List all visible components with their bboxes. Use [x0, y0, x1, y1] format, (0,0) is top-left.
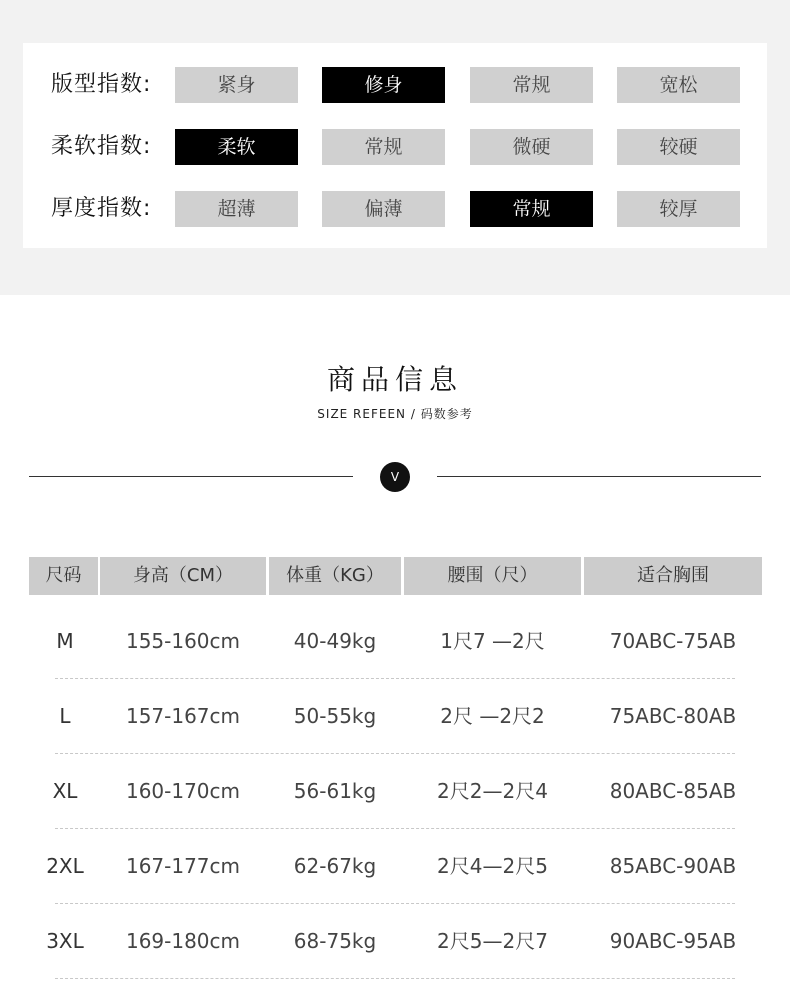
divider-right — [437, 476, 761, 477]
fit-option-loose: 宽松 — [617, 67, 740, 103]
table-row — [0, 829, 790, 904]
table-row — [0, 604, 790, 679]
cell-height: 155-160cm — [125, 629, 241, 653]
softness-index-row — [23, 129, 767, 165]
softness-option-regular: 常规 — [322, 129, 445, 165]
cell-waist: 2尺5—2尺7 — [437, 929, 548, 953]
header-weight: 体重（KG） — [269, 557, 401, 595]
cell-size: 2XL — [46, 854, 84, 878]
cell-chest: 80ABC-85AB — [609, 779, 737, 803]
softness-option-soft-selected: 柔软 — [175, 129, 298, 165]
thickness-option-thick: 较厚 — [617, 191, 740, 227]
table-row — [0, 754, 790, 829]
thickness-option-ultra-thin: 超薄 — [175, 191, 298, 227]
cell-waist: 1尺7 —2尺 — [440, 629, 545, 653]
fit-option-slim-selected: 修身 — [322, 67, 445, 103]
cell-height: 157-167cm — [125, 704, 241, 728]
cell-chest: 70ABC-75AB — [609, 629, 737, 653]
table-row — [0, 679, 790, 754]
cell-size: 3XL — [46, 929, 84, 953]
thickness-index-label: 厚度指数: — [51, 196, 152, 221]
fit-option-regular: 常规 — [470, 67, 593, 103]
header-size: 尺码 — [29, 557, 98, 595]
thickness-option-thin: 偏薄 — [322, 191, 445, 227]
cell-chest: 75ABC-80AB — [609, 704, 737, 728]
fit-index-row — [23, 67, 767, 103]
section-title: 商品信息 — [326, 363, 463, 396]
divider-left — [29, 476, 353, 477]
v-badge-icon: V — [380, 462, 410, 492]
softness-option-stiff: 较硬 — [617, 129, 740, 165]
cell-height: 169-180cm — [125, 929, 241, 953]
cell-weight: 50-55kg — [293, 704, 377, 728]
fit-index-label: 版型指数: — [51, 72, 152, 97]
cell-weight: 56-61kg — [293, 779, 377, 803]
cell-size: XL — [52, 779, 78, 803]
row-divider — [55, 978, 735, 979]
fit-option-tight: 紧身 — [175, 67, 298, 103]
softness-option-slightly-stiff: 微硬 — [470, 129, 593, 165]
cell-weight: 68-75kg — [293, 929, 377, 953]
cell-waist: 2尺 —2尺2 — [440, 704, 545, 728]
header-height: 身高（CM） — [100, 557, 266, 595]
section-subtitle: SIZE REFEEN / 码数参考 — [317, 407, 473, 421]
cell-weight: 40-49kg — [293, 629, 377, 653]
thickness-index-row — [23, 191, 767, 227]
cell-size: L — [59, 704, 71, 728]
cell-height: 160-170cm — [125, 779, 241, 803]
cell-height: 167-177cm — [125, 854, 241, 878]
cell-chest: 90ABC-95AB — [609, 929, 737, 953]
cell-weight: 62-67kg — [293, 854, 377, 878]
cell-chest: 85ABC-90AB — [609, 854, 737, 878]
softness-index-label: 柔软指数: — [51, 134, 152, 159]
fabric-index-card — [23, 43, 767, 248]
cell-waist: 2尺2—2尺4 — [437, 779, 548, 803]
header-chest: 适合胸围 — [584, 557, 762, 595]
thickness-option-regular-selected: 常规 — [470, 191, 593, 227]
cell-waist: 2尺4—2尺5 — [437, 854, 548, 878]
header-waist: 腰围（尺） — [404, 557, 581, 595]
table-row — [0, 904, 790, 979]
cell-size: M — [56, 629, 74, 653]
